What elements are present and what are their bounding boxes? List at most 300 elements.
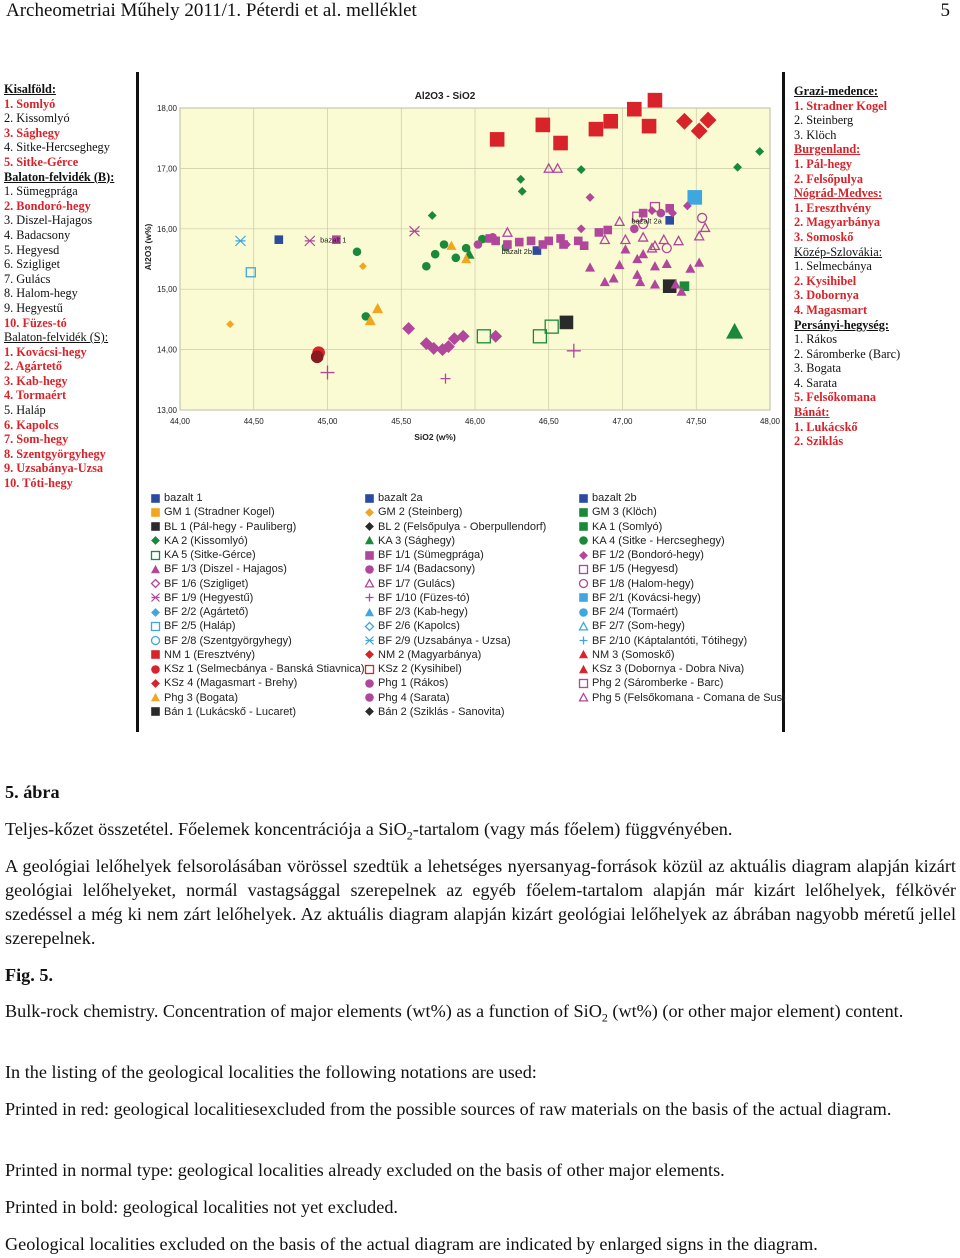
- legend-label: Phg 4 (Sarata): [378, 691, 450, 704]
- locality-item: 2. Kysihibel: [794, 273, 857, 288]
- legend-item: [364, 648, 481, 662]
- legend-marker: [578, 621, 589, 632]
- legend-marker: [150, 507, 161, 518]
- data-point: [648, 93, 662, 107]
- locality-list-right: [794, 84, 954, 449]
- legend-marker: [150, 706, 161, 717]
- locality-item: 5. Hegyesd: [4, 242, 60, 257]
- y-axis-label: Al2O3 (w%): [143, 223, 153, 271]
- legend-label: BF 2/2 (Agártető): [164, 606, 249, 618]
- legend-symbol: [580, 508, 588, 516]
- figure-label-en: Fig. 5.: [5, 965, 53, 985]
- legend-marker: [578, 592, 589, 603]
- legend-symbol: [580, 494, 588, 502]
- legend-item: [364, 691, 450, 705]
- legend-item: [364, 605, 468, 619]
- locality-item: 1. Rákos: [794, 332, 838, 347]
- data-point: [422, 262, 430, 270]
- legend-symbol: [366, 537, 374, 544]
- data-point: [604, 226, 612, 234]
- legend-symbol: [580, 523, 588, 531]
- caption-notation-intro: In the listing of the geological localities the following notations are used:: [5, 1062, 537, 1082]
- legend-item: [150, 705, 296, 719]
- legend-symbol: [580, 651, 588, 658]
- chart-title: Al2O3 - SiO2: [414, 91, 476, 102]
- data-point: [536, 118, 550, 132]
- legend-item: [578, 634, 747, 648]
- legend-marker: [578, 664, 589, 675]
- legend-label: Phg 3 (Bogata): [164, 691, 238, 704]
- locality-item: 2. Magyarbánya: [794, 215, 881, 230]
- legend-item: [150, 634, 292, 648]
- legend-label: BF 2/7 (Som-hegy): [592, 620, 685, 633]
- legend-item: [578, 520, 662, 534]
- locality-item: Közép-Szlovákia:: [794, 244, 883, 259]
- legend-item: [150, 662, 365, 676]
- legend-marker: [150, 649, 161, 660]
- legend-label: NM 2 (Magyarbánya): [378, 648, 482, 661]
- legend-item: [578, 577, 694, 591]
- legend-item: [364, 562, 475, 576]
- legend-symbol: [580, 608, 588, 616]
- legend-symbol: [366, 694, 374, 702]
- legend-marker: [578, 507, 589, 518]
- locality-item: 1. Ereszthvény: [794, 200, 871, 215]
- locality-item: 10. Füzes-tó: [4, 315, 67, 330]
- data-point: [554, 136, 568, 150]
- locality-item: 3. Dobornya: [794, 288, 859, 303]
- data-point: [275, 236, 283, 244]
- legend-marker: [150, 564, 161, 575]
- legend-label: BF 1/4 (Badacsony): [378, 563, 476, 576]
- legend-symbol: [366, 551, 374, 559]
- data-point: [440, 241, 448, 249]
- locality-item: 3. Klöch: [794, 127, 837, 142]
- legend-item: [578, 591, 701, 605]
- legend-label: GM 1 (Stradner Kogel): [164, 506, 275, 519]
- locality-item: 2. Bondoró-hegy: [4, 198, 91, 213]
- locality-item: 7. Gulács: [4, 271, 51, 286]
- locality-item: Bánát:: [794, 405, 830, 420]
- legend-marker: [578, 564, 589, 575]
- legend-item: [364, 705, 505, 719]
- legend-marker: [150, 621, 161, 632]
- locality-item: 4. Tormaért: [4, 388, 67, 403]
- legend-marker: [364, 678, 375, 689]
- legend-symbol: [580, 537, 588, 545]
- legend-item: [578, 619, 685, 633]
- legend-symbol: [366, 622, 374, 630]
- legend-item: [578, 534, 725, 548]
- locality-list-left: [4, 82, 136, 491]
- legend-item: [364, 676, 448, 690]
- chart-legend: [142, 489, 786, 718]
- legend-item: [364, 548, 484, 562]
- legend-item: [578, 505, 657, 519]
- legend-item: [150, 520, 296, 534]
- locality-item: 1. Sümegprága: [4, 184, 78, 199]
- legend-marker: [578, 607, 589, 618]
- legend-symbol: [152, 494, 160, 502]
- data-point: [490, 132, 504, 146]
- data-point: [527, 237, 535, 245]
- x-tick-label: 44,50: [243, 417, 264, 426]
- locality-item: 1. Kovácsi-hegy: [4, 344, 87, 359]
- data-point: [604, 114, 618, 128]
- locality-item: 7. Som-hegy: [4, 432, 69, 447]
- legend-marker: [578, 535, 589, 546]
- locality-item: Balaton-felvidék (S):: [4, 330, 109, 345]
- locality-item: 3. Somoskő: [794, 229, 854, 244]
- legend-item: [364, 520, 546, 534]
- locality-item: 1. Somlyó: [4, 96, 56, 111]
- legend-symbol: [152, 523, 160, 531]
- locality-item: 10. Tóti-hegy: [4, 476, 73, 491]
- legend-label: BF 2/8 (Szentgyörgyhegy): [164, 634, 292, 647]
- legend-marker: [364, 592, 375, 603]
- figure-label-hu: 5. ábra: [5, 782, 60, 802]
- locality-item: 6. Kapolcs: [4, 417, 59, 432]
- legend-label: bazalt 1: [164, 492, 203, 504]
- locality-item: Burgenland:: [794, 142, 861, 157]
- legend-symbol: [152, 651, 160, 659]
- locality-item: 1. Stradner Kogel: [794, 98, 888, 113]
- legend-symbol: [366, 637, 374, 645]
- data-point: [580, 242, 588, 250]
- legend-marker: [364, 706, 375, 717]
- locality-item: 2. Steinberg: [794, 113, 854, 128]
- data-point: [642, 119, 656, 133]
- legend-item: [578, 548, 704, 562]
- legend-label: Bán 2 (Sziklás - Sanovita): [378, 705, 505, 718]
- legend-label: KA 1 (Somlyó): [592, 520, 663, 533]
- legend-marker: [150, 550, 161, 561]
- locality-item: 2. Felsőpulya: [794, 171, 864, 186]
- locality-item: 1. Pál-hegy: [794, 156, 853, 171]
- locality-item: 2. Sziklás: [794, 434, 844, 449]
- caption-line-hu: Teljes-kőzet összetétel. Főelemek koncentrációja a SiO$_2$-tartalom (vagy más főelem) függvényében.: [5, 819, 733, 843]
- legend-marker: [578, 635, 589, 646]
- legend-symbol: [580, 694, 588, 701]
- legend-label: KA 5 (Sitke-Gérce): [164, 549, 256, 561]
- legend-item: [150, 505, 275, 519]
- page-header: [6, 0, 950, 24]
- locality-item: 1. Lukácskő: [794, 419, 858, 434]
- locality-item: 3. Kab-hegy: [4, 373, 68, 388]
- legend-marker: [150, 664, 161, 675]
- data-point: [515, 238, 523, 246]
- x-tick-label: 45,00: [317, 417, 338, 426]
- page-number: 5: [940, 0, 950, 21]
- legend-item: [578, 605, 678, 619]
- legend-item: [364, 577, 455, 591]
- legend-item: [578, 648, 675, 662]
- locality-item: 8. Szentgyörgyhegy: [4, 446, 106, 461]
- legend-label: BF 1/6 (Szigliget): [164, 577, 249, 590]
- legend-label: KA 4 (Sitke - Hercseghegy): [592, 534, 725, 547]
- legend-marker: [578, 550, 589, 561]
- legend-item: [364, 619, 460, 633]
- legend-marker: [150, 635, 161, 646]
- legend-label: Phg 5 (Felsőkomana - Comana de Sus): [592, 691, 786, 704]
- legend-symbol: [152, 565, 160, 572]
- x-tick-label: 46,00: [464, 417, 486, 426]
- locality-item: 3. Sághegy: [4, 125, 61, 140]
- legend-marker: [364, 521, 375, 532]
- legend-symbol: [152, 622, 160, 630]
- y-tick-label: 18,00: [156, 104, 177, 113]
- legend-symbol: [152, 537, 160, 545]
- legend-label: BF 1/8 (Halom-hegy): [592, 577, 695, 590]
- legend-item: [578, 691, 786, 705]
- legend-item: [364, 491, 423, 505]
- legend-item: [150, 562, 287, 576]
- legend-marker: [578, 692, 589, 703]
- legend-label: bazalt 2a: [378, 492, 423, 504]
- legend-label: BF 1/3 (Diszel - Hajagos): [164, 563, 287, 576]
- legend-label: KSz 4 (Magasmart - Brehy): [164, 677, 298, 690]
- caption-paragraph-hu: A geológiai lelőhelyek felsorolásában vörössel szedtük a lehetséges nyersanyag-források közül az aktuális diagram alapján kizárt geológiai lelőhelyeket, normál vastagsággal szerepelnek az egyéb főelem-tartalom alapján már kizárt lelőhelyek, félkövér szedéssel a még ki nem zárt lelőhelyek. Az aktuális diagram alapján kizárt geológiai lelőhelyek az ábrában nagyobb méretű jellel szerepelnek.: [5, 856, 956, 948]
- legend-symbol: [580, 580, 588, 588]
- legend-symbol: [366, 679, 374, 687]
- legend-label: BF 2/3 (Kab-hegy): [378, 606, 468, 618]
- legend-item: [364, 591, 470, 605]
- legend-item: [578, 562, 678, 576]
- legend-label: KSz 2 (Kysihibel): [378, 663, 462, 675]
- locality-item: Grazi-medence:: [794, 84, 878, 98]
- legend-item: [364, 634, 511, 648]
- legend-item: [578, 491, 637, 505]
- caption-notation-normal: Printed in normal type: geological localities already excluded on the basis of other major elements.: [5, 1160, 725, 1180]
- point-annotation: bazalt 1: [320, 235, 347, 245]
- legend-symbol: [152, 637, 160, 645]
- legend-marker: [150, 607, 161, 618]
- legend-item: [150, 577, 248, 591]
- legend-label: GM 2 (Steinberg): [378, 506, 463, 519]
- legend-label: BL 2 (Felsőpulya - Oberpullendorf): [378, 520, 547, 533]
- legend-marker: [150, 692, 161, 703]
- legend-label: KSz 1 (Selmecbánya - Banská Stiavnica): [164, 663, 365, 675]
- legend-symbol: [580, 637, 588, 645]
- legend-label: Bán 1 (Lukácskő - Lucaret): [164, 705, 297, 718]
- data-point: [489, 233, 497, 241]
- legend-item: [150, 648, 255, 662]
- locality-item: 2. Kissomlyó: [4, 111, 70, 126]
- data-point: [627, 102, 641, 116]
- legend-label: BF 1/2 (Bondoró-hegy): [592, 549, 704, 561]
- legend-symbol: [580, 551, 588, 559]
- caption-notation-bold: Printed in bold: geological localities not yet excluded.: [5, 1197, 398, 1217]
- x-tick-label: 45,50: [391, 417, 412, 426]
- x-tick-label: 48,00: [759, 417, 781, 426]
- legend-symbol: [152, 594, 160, 602]
- legend-marker: [364, 564, 375, 575]
- data-point: [311, 351, 323, 363]
- locality-item: 5. Felsőkomana: [794, 390, 876, 405]
- locality-item: 4. Sitke-Hercseghegy: [4, 140, 110, 155]
- locality-item: 9. Hegyestű: [4, 300, 63, 315]
- data-point: [353, 248, 361, 256]
- legend-label: KA 2 (Kissomlyó): [164, 534, 248, 547]
- legend-item: [150, 691, 238, 705]
- y-tick-label: 15,00: [156, 285, 177, 295]
- data-point: [630, 225, 638, 233]
- legend-marker: [364, 578, 375, 589]
- legend-item: [150, 591, 253, 605]
- legend-symbol: [152, 665, 160, 673]
- legend-marker: [150, 493, 161, 504]
- legend-label: GM 3 (Klöch): [592, 506, 657, 519]
- legend-label: BF 2/9 (Uzsabánya - Uzsa): [378, 634, 511, 647]
- y-tick-label: 17,00: [156, 164, 177, 174]
- data-point: [666, 216, 674, 224]
- x-tick-label: 46,50: [538, 417, 559, 426]
- legend-marker: [364, 607, 375, 618]
- header-title: Archeometriai Műhely 2011/1. Péterdi et al. melléklet: [6, 0, 417, 21]
- legend-symbol: [366, 523, 374, 531]
- legend-marker: [364, 635, 375, 646]
- divider-right: [782, 72, 785, 732]
- legend-marker: [578, 678, 589, 689]
- locality-item: 2. Agártető: [4, 359, 63, 374]
- legend-item: [364, 662, 462, 676]
- legend-label: KA 3 (Sághegy): [378, 534, 456, 547]
- legend-marker: [150, 578, 161, 589]
- legend-label: BF 1/9 (Hegyestű): [164, 591, 254, 604]
- legend-label: Phg 1 (Rákos): [378, 677, 449, 690]
- data-point: [431, 250, 439, 258]
- legend-marker: [150, 678, 161, 689]
- locality-item: Persányi-hegység:: [794, 317, 889, 332]
- legend-label: NM 3 (Somoskő): [592, 648, 675, 661]
- legend-marker: [364, 664, 375, 675]
- legend-marker: [364, 550, 375, 561]
- legend-marker: [578, 521, 589, 532]
- caption-line-en: Bulk-rock chemistry. Concentration of major elements (wt%) as a function of SiO$_2$ (wt%) (or other major element) content.: [5, 1001, 904, 1025]
- legend-symbol: [152, 608, 160, 616]
- legend-item: [150, 619, 236, 633]
- legend-marker: [578, 649, 589, 660]
- legend-label: BF 1/7 (Gulács): [378, 577, 456, 590]
- legend-label: BF 1/1 (Sümegprága): [378, 549, 484, 561]
- y-tick-label: 16,00: [156, 224, 177, 234]
- caption-notation-red: Printed in red: geological localitiesexcluded from the possible sources of raw materials on the basis of the actual diagram.: [5, 1099, 892, 1119]
- x-tick-label: 44,00: [169, 417, 191, 426]
- legend-item: [578, 676, 723, 690]
- legend-symbol: [580, 679, 588, 687]
- legend-symbol: [366, 565, 374, 573]
- locality-item: Nógrád-Medves:: [794, 186, 883, 201]
- locality-item: 5. Haláp: [4, 403, 46, 418]
- legend-symbol: [366, 594, 374, 602]
- legend-symbol: [366, 708, 374, 716]
- data-point: [539, 241, 547, 249]
- data-point: [595, 228, 603, 236]
- legend-symbol: [152, 708, 160, 716]
- legend-symbol: [366, 651, 374, 659]
- legend-symbol: [366, 494, 374, 502]
- legend-item: [150, 676, 297, 690]
- legend-marker: [364, 692, 375, 703]
- y-tick-label: 13,00: [156, 406, 177, 415]
- caption-notation-enlarged: Geological localities excluded on the basis of the actual diagram are indicated by enlarged signs in the diagram.: [5, 1234, 818, 1254]
- legend-item: [364, 505, 462, 519]
- legend-symbol: [580, 565, 588, 573]
- legend-label: BL 1 (Pál-hegy - Pauliberg): [164, 520, 297, 533]
- legend-label: NM 1 (Eresztvény): [164, 648, 256, 661]
- legend-label: BF 2/10 (Káptalantóti, Tótihegy): [592, 634, 748, 647]
- legend-label: BF 2/6 (Kapolcs): [378, 620, 460, 633]
- data-point: [589, 122, 603, 136]
- legend-label: KSz 3 (Dobornya - Dobra Niva): [592, 663, 745, 675]
- legend-symbol: [152, 551, 160, 559]
- locality-item: 3. Bogata: [794, 361, 842, 376]
- legend-marker: [364, 507, 375, 518]
- legend-symbol: [580, 594, 588, 602]
- point-annotation: bazalt 2a: [631, 216, 662, 226]
- legend-symbol: [580, 665, 588, 672]
- data-point: [452, 254, 460, 262]
- legend-marker: [578, 578, 589, 589]
- data-point: [688, 190, 702, 204]
- legend-item: [150, 548, 256, 562]
- legend-symbol: [580, 622, 588, 629]
- legend-marker: [364, 649, 375, 660]
- legend-marker: [364, 493, 375, 504]
- data-point: [474, 241, 482, 249]
- legend-symbol: [152, 694, 160, 701]
- locality-item: 5. Sitke-Gérce: [4, 154, 79, 169]
- y-tick-label: 14,00: [156, 345, 177, 355]
- legend-item: [150, 605, 248, 619]
- legend-marker: [364, 621, 375, 632]
- legend-symbol: [152, 580, 160, 588]
- legend-symbol: [366, 665, 374, 673]
- legend-label: BF 2/1 (Kovácsi-hegy): [592, 591, 701, 604]
- legend-marker: [150, 535, 161, 546]
- legend-marker: [150, 592, 161, 603]
- legend-label: Phg 2 (Sáromberke - Barc): [592, 677, 724, 690]
- legend-item: [150, 534, 248, 548]
- locality-item: 1. Selmecbánya: [794, 259, 872, 274]
- legend-marker: [578, 493, 589, 504]
- legend-symbol: [366, 580, 374, 587]
- legend-symbol: [152, 508, 160, 516]
- legend-label: BF 2/5 (Haláp): [164, 620, 236, 633]
- legend-item: [578, 662, 744, 676]
- x-tick-label: 47,50: [686, 417, 707, 426]
- legend-label: bazalt 2b: [592, 492, 637, 504]
- locality-item: 2. Sáromberke (Barc): [794, 346, 901, 361]
- x-tick-label: 47,00: [612, 417, 633, 426]
- legend-symbol: [366, 508, 374, 516]
- legend-label: BF 1/10 (Füzes-tó): [378, 591, 470, 604]
- locality-item: 6. Szigliget: [4, 257, 61, 272]
- x-axis-label: SiO2 (w%): [414, 432, 456, 442]
- scatter-chart: [142, 80, 782, 470]
- locality-item: 3. Diszel-Hajagos: [4, 213, 93, 228]
- locality-item: 4. Badacsony: [4, 227, 71, 242]
- divider-left: [136, 72, 139, 732]
- locality-item: 4. Magasmart: [794, 302, 868, 317]
- legend-marker: [150, 521, 161, 532]
- legend-item: [150, 491, 203, 505]
- legend-label: BF 1/5 (Hegyesd): [592, 563, 679, 576]
- locality-item: 9. Uzsabánya-Uzsa: [4, 461, 104, 476]
- legend-symbol: [152, 679, 160, 687]
- locality-item: 4. Sarata: [794, 375, 838, 390]
- locality-item: Balaton-felvidék (B):: [4, 169, 115, 184]
